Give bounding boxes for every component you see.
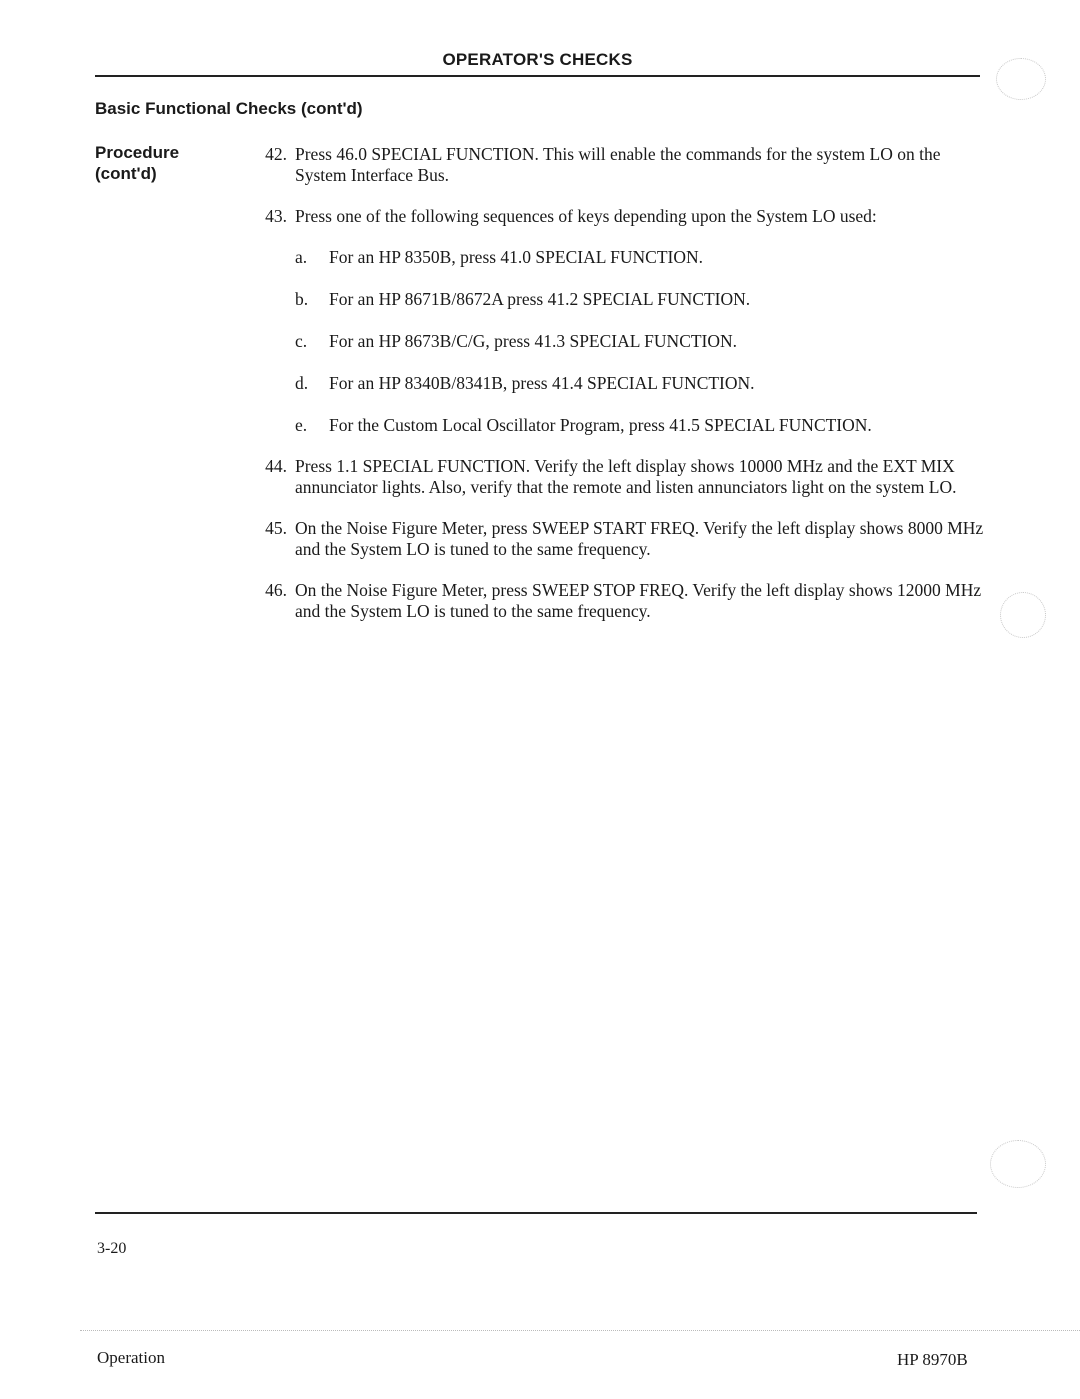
step-number: 46. <box>265 580 287 600</box>
side-label-line1: Procedure <box>95 143 180 162</box>
step-text: On the Noise Figure Meter, press SWEEP STOP FREQ. Verify the left display shows 12000 MHz and the System LO is tuned to the same frequency. <box>295 580 982 621</box>
step-46 <box>255 580 985 622</box>
substep-e <box>295 415 985 436</box>
hole-punch-mark <box>1000 592 1046 638</box>
substep-text: For an HP 8673B/C/G, press 41.3 SPECIAL FUNCTION. <box>329 331 738 351</box>
step-number: 43. <box>265 206 287 226</box>
subsection-title: Basic Functional Checks (cont'd) <box>95 99 363 118</box>
step-number: 44. <box>265 456 287 476</box>
procedure-side-label <box>95 142 179 184</box>
step-text: Press one of the following sequences of keys depending upon the System LO used: <box>295 206 877 226</box>
substep-a <box>295 247 985 268</box>
substep-text: For an HP 8671B/8672A press 41.2 SPECIAL FUNCTION. <box>329 289 751 309</box>
step-44 <box>255 456 985 498</box>
hole-punch-mark <box>996 58 1046 100</box>
substep-text: For the Custom Local Oscillator Program, press 41.5 SPECIAL FUNCTION. <box>329 415 872 435</box>
substep-text: For an HP 8350B, press 41.0 SPECIAL FUNCTION. <box>329 247 703 267</box>
hole-punch-mark <box>990 1140 1046 1188</box>
header-rule <box>95 75 980 77</box>
substep-letter: c. <box>295 331 308 351</box>
step-text: Press 1.1 SPECIAL FUNCTION. Verify the left display shows 10000 MHz and the EXT MIX annunciator lights. Also, verify that the remote and listen annunciators light on the system LO. <box>295 456 957 497</box>
substep-c <box>295 331 985 352</box>
substep-list <box>295 247 985 436</box>
side-label-line2: (cont'd) <box>95 164 157 183</box>
step-text: Press 46.0 SPECIAL FUNCTION. This will enable the commands for the system LO on the System Interface Bus. <box>295 144 941 185</box>
step-42 <box>255 144 985 186</box>
step-45 <box>255 518 985 560</box>
procedure-steps <box>255 144 985 642</box>
page-edge-divider <box>80 1330 1080 1331</box>
substep-letter: b. <box>295 289 309 309</box>
step-text: On the Noise Figure Meter, press SWEEP START FREQ. Verify the left display shows 8000 MHz and the System LO is tuned to the same frequency. <box>295 518 984 559</box>
page-number: 3-20 <box>97 1240 127 1257</box>
substep-d <box>295 373 985 394</box>
step-43 <box>255 206 985 436</box>
footer-chapter: Operation <box>97 1348 165 1367</box>
footer-rule <box>95 1212 977 1214</box>
substep-b <box>295 289 985 310</box>
substep-letter: a. <box>295 247 308 267</box>
substep-letter: e. <box>295 415 308 435</box>
footer-model: HP 8970B <box>897 1350 968 1369</box>
step-number: 45. <box>265 518 287 538</box>
substep-text: For an HP 8340B/8341B, press 41.4 SPECIAL FUNCTION. <box>329 373 755 393</box>
step-number: 42. <box>265 144 287 164</box>
substep-letter: d. <box>295 373 309 393</box>
section-title: OPERATOR'S CHECKS <box>442 50 633 69</box>
